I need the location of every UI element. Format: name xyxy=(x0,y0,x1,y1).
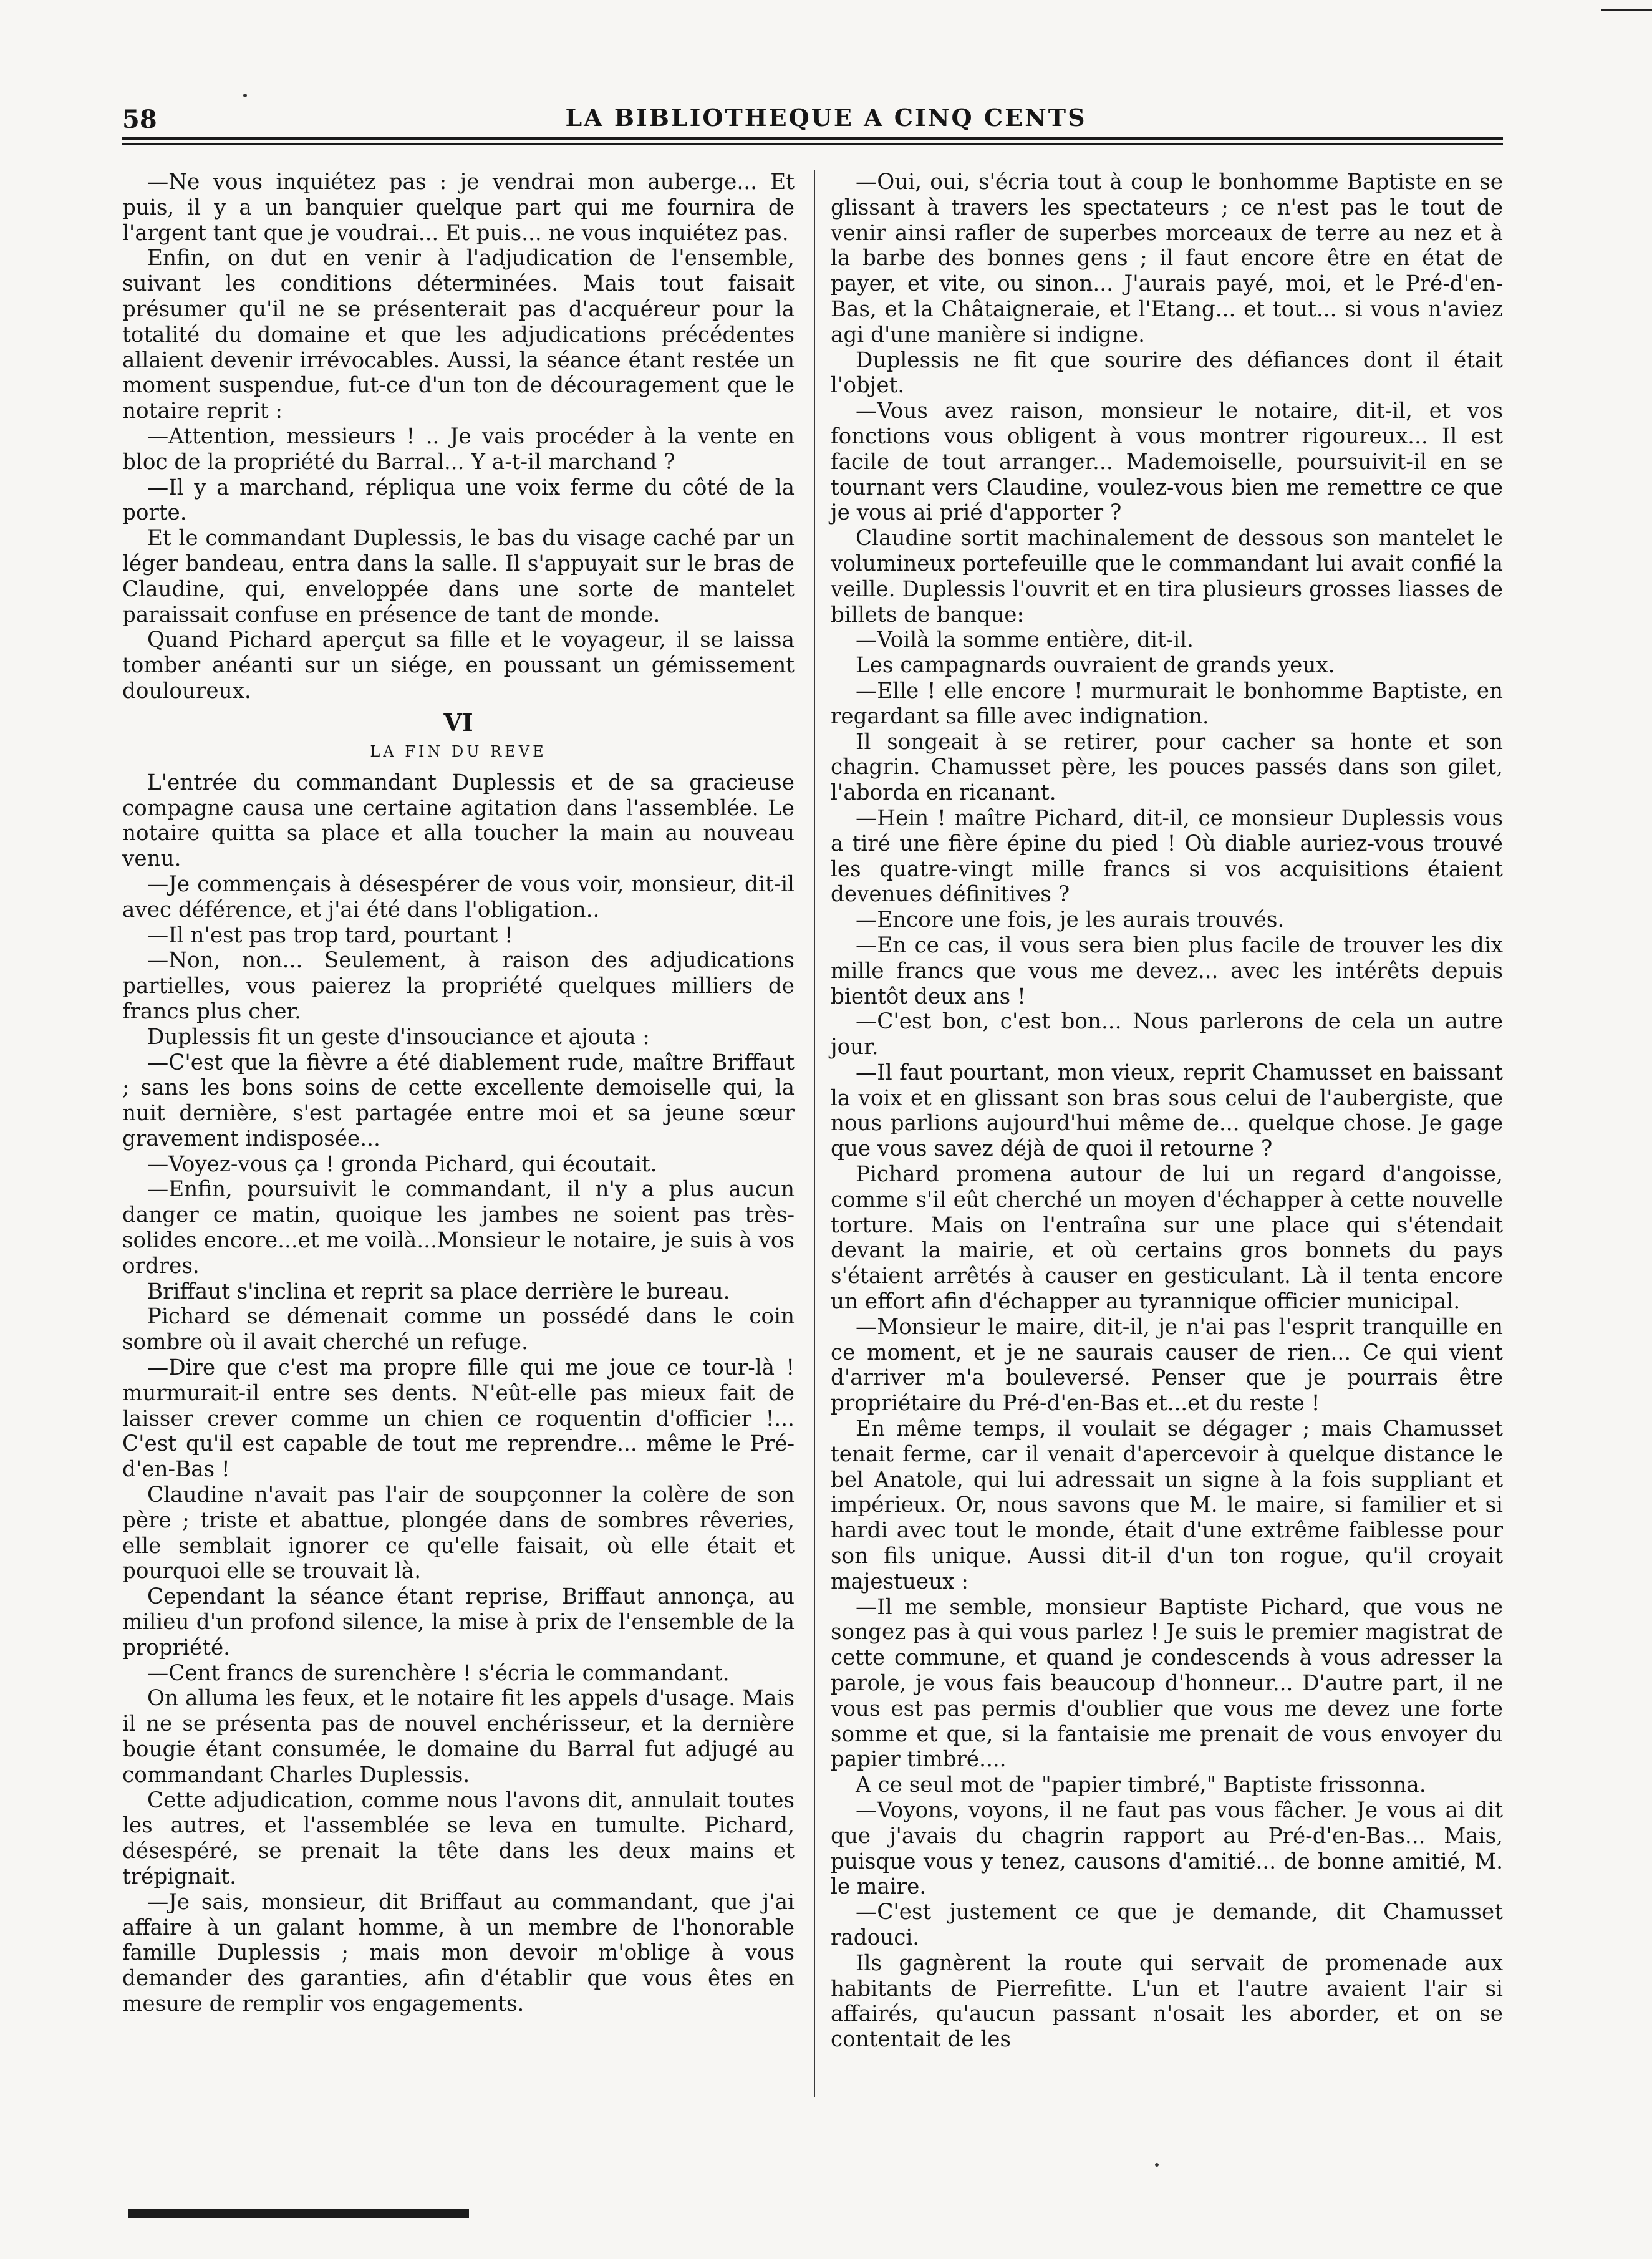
paragraph: —En ce cas, il vous sera bien plus facile de trouver les dix mille francs que vous me devez... avec les intérêts depuis bientôt deux ans ! xyxy=(831,932,1503,1009)
chapter-title: LA FIN DU REVE xyxy=(370,742,547,760)
paragraph: —Ne vous inquiétez pas : je vendrai mon auberge... Et puis, il y a un banquier quelque part qui me fournira de l'argent tant que je voudrai... Et puis... ne vous inquiétez pas. xyxy=(122,170,795,246)
paragraph: Briffaut s'inclina et reprit sa place derrière le bureau. xyxy=(147,1279,730,1304)
paragraph: En même temps, il voulait se dégager ; mais Chamusset tenait ferme, car il venait d'apercevoir à quelque distance le bel Anatole, qui lui adressait un signe à la fois suppliant et impérieux. Or, nous savons que M. le maire, si familier et si hardi avec tout le monde, était d'une extrême faiblesse pour son fils unique. Aussi dit-il d'un ton rogue, qu'il croyait majestueux : xyxy=(831,1416,1503,1594)
print-bar-mark xyxy=(128,2209,469,2218)
paragraph: —Il me semble, monsieur Baptiste Pichard, que vous ne songez pas à qui vous parlez ! Je suis le premier magistrat de cette commune, et quand je condescends à vous adresser la parole, je vous fais beaucoup d'honneur... D'autre part, il ne vous est pas permis d'oublier que vous me devez une forte somme et que, si la fantaisie me prenait de vous envoyer du papier timbré.... xyxy=(831,1594,1503,1773)
paragraph: —Elle ! elle encore ! murmurait le bonhomme Baptiste, en regardant sa fille avec indignation. xyxy=(831,678,1503,729)
ink-speck xyxy=(1155,2163,1159,2167)
page-number: 58 xyxy=(122,105,157,134)
paragraph: —C'est justement ce que je demande, dit Chamusset radouci. xyxy=(831,1900,1503,1950)
paragraph: —Voyez-vous ça ! gronda Pichard, qui écoutait. xyxy=(147,1151,657,1177)
paragraph: —Voyons, voyons, il ne faut pas vous fâcher. Je vous ai dit que j'avais du chagrin rapport au Pré-d'en-Bas... Mais, puisque vous y tenez, causons d'amitié... de bonne amitié, M. le maire. xyxy=(831,1798,1503,1900)
header-rule-thick xyxy=(122,137,1503,140)
paragraph: —C'est que la fièvre a été diablement rude, maître Briffaut ; sans les bons soins de cette excellente demoiselle qui, la nuit dernière, s'est partagée entre moi et sa jeune sœur gravement indisposée... xyxy=(122,1050,795,1151)
paragraph: A ce seul mot de "papier timbré," Baptiste frissonna. xyxy=(856,1773,1426,1798)
paragraph: —Je sais, monsieur, dit Briffaut au commandant, que j'ai affaire à un galant homme, à un membre de l'honorable famille Duplessis ; mais mon devoir m'oblige à vous demander des garanties, afin d'établir que vous êtes en mesure de remplir vos engagements. xyxy=(122,1889,795,2016)
scan-edge-mark xyxy=(1601,9,1652,11)
paragraph: —Attention, messieurs ! .. Je vais procéder à la vente en bloc de la propriété du Barral... Y a-t-il marchand ? xyxy=(122,423,795,475)
paragraph: —Je commençais à désespérer de vous voir, monsieur, dit-il avec déférence, et j'ai été dans l'obligation.. xyxy=(122,871,795,922)
paragraph: Quand Pichard aperçut sa fille et le voyageur, il se laissa tomber anéanti sur un siége, en poussant un gémissement douloureux. xyxy=(122,627,795,704)
paragraph: —Vous avez raison, monsieur le notaire, dit-il, et vos fonctions vous obligent à vous montrer rigoureux... Il est facile de tout arranger... Mademoiselle, poursuivit-il en se tournant vers Claudine, voulez-vous bien me remettre ce que je vous ai prié d'apporter ? xyxy=(831,399,1503,526)
paragraph: Pichard promena autour de lui un regard d'angoisse, comme s'il eût cherché un moyen d'échapper à cette nouvelle torture. Mais on l'entraîna sur une place qui s'étendait devant la mairie, et où certains gros bonnets du pays s'étaient arrêtés à causer en gesticulant. Là il tenta encore un effort afin d'échapper au tyrannique officier municipal. xyxy=(831,1162,1503,1315)
column-divider xyxy=(814,170,815,2097)
paragraph: —Enfin, poursuivit le commandant, il n'y a plus aucun danger ce matin, quoique les jambes ne soient pas très-solides encore...et me voilà...Monsieur le notaire, je suis à vos ordres. xyxy=(122,1177,795,1279)
paragraph: —Hein ! maître Pichard, dit-il, ce monsieur Duplessis vous a tiré une fière épine du pied ! Où diable auriez-vous trouvé les quatre-vingt mille francs si vos acquisitions étaient devenues définitives ? xyxy=(831,805,1503,907)
paragraph: Claudine n'avait pas l'air de soupçonner la colère de son père ; triste et abattue, plongée dans de sombres rêveries, elle semblait ignorer ce qu'elle faisait, où elle était et pourquoi elle se trouvait là. xyxy=(122,1483,795,1584)
paragraph: Cependant la séance étant reprise, Briffaut annonça, au milieu d'un profond silence, la mise à prix de l'ensemble de la propriété. xyxy=(122,1584,795,1660)
paragraph: —Cent francs de surenchère ! s'écria le commandant. xyxy=(147,1660,730,1686)
paragraph: —Monsieur le maire, dit-il, je n'ai pas l'esprit tranquille en ce moment, et je ne saurais causer de rien... Ce qui vient d'arriver m'a bouleversé. Penser que je pourrais être propriétaire du Pré-d'en-Bas et...et du reste ! xyxy=(831,1314,1503,1416)
paragraph: —Non, non... Seulement, à raison des adjudications partielles, vous paierez la propriété quelques milliers de francs plus cher. xyxy=(122,948,795,1024)
paragraph: Il songeait à se retirer, pour cacher sa honte et son chagrin. Chamusset père, les pouces passés dans son gilet, l'aborda en ricanant. xyxy=(831,729,1503,806)
paragraph: L'entrée du commandant Duplessis et de sa gracieuse compagne causa une certaine agitation dans l'assemblée. Le notaire quitta sa place et alla toucher la main au nouveau venu. xyxy=(122,770,795,872)
paragraph: —Dire que c'est ma propre fille qui me joue ce tour-là ! murmurait-il entre ses dents. N'eût-elle pas mieux fait de laisser crever comme un chien ce roquentin d'officier !... C'est qu'il est capable de tout me reprendre... même le Pré-d'en-Bas ! xyxy=(122,1355,795,1483)
paragraph: Claudine sortit machinalement de dessous son mantelet le volumineux portefeuille que le commandant lui avait confié la veille. Duplessis l'ouvrit et en tira plusieurs grosses liasses de billets de banque: xyxy=(831,526,1503,627)
running-title: LA BIBLIOTHEQUE A CINQ CENTS xyxy=(565,104,1087,132)
paragraph: —Oui, oui, s'écria tout à coup le bonhomme Baptiste en se glissant à travers les spectateurs ; ce n'est pas le tout de venir ainsi rafler de superbes morceaux de terre au nez et à la barbe des bonnes gens ; il faut encore être en état de payer, et vite, ou sinon... J'aurais payé, moi, et le Pré-d'en-Bas, et la Châtaigneraie, et l'Etang... et tout... si vous n'aviez agi d'une manière si indigne. xyxy=(831,170,1503,347)
paragraph: Ils gagnèrent la route qui servait de promenade aux habitants de Pierrefitte. L'un et l'autre avaient l'air si affairés, qu'aucun passant n'osait les aborder, et on se contentait de les xyxy=(831,1950,1503,2053)
paragraph: Les campagnards ouvraient de grands yeux. xyxy=(856,653,1335,679)
paragraph: —Encore une fois, je les aurais trouvés. xyxy=(856,907,1285,933)
paragraph: —Voilà la somme entière, dit-il. xyxy=(856,627,1194,653)
paragraph: Cette adjudication, comme nous l'avons dit, annulait toutes les autres, et l'assemblée se leva en tumulte. Pichard, désespéré, se prenait la tête dans les deux mains et trépignait. xyxy=(122,1787,795,1889)
paragraph: On alluma les feux, et le notaire fit les appels d'usage. Mais il ne se présenta pas de nouvel enchérisseur, et la dernière bougie étant consumée, le domaine du Barral fut adjugé au commandant Charles Duplessis. xyxy=(122,1686,795,1787)
chapter-number: VI xyxy=(443,708,473,737)
paragraph: Duplessis ne fit que sourire des défiances dont il était l'objet. xyxy=(831,347,1503,399)
paragraph: —Il faut pourtant, mon vieux, reprit Chamusset en baissant la voix et en glissant son bras sous celui de l'aubergiste, que nous parlions aujourd'hui même de... quelque chose. Je gage que vous savez déjà de quoi il retourne ? xyxy=(831,1060,1503,1162)
paragraph: Enfin, on dut en venir à l'adjudication de l'ensemble, suivant les conditions déterminées. Mais tout faisait présumer qu'il ne se présenterait pas d'acquéreur pour la totalité du domaine et que les adjudications précédentes allaient devenir irrévocables. Aussi, la séance étant restée un moment suspendue, fut-ce d'un ton de découragement que le notaire reprit : xyxy=(122,246,795,424)
header-rule-thin xyxy=(122,143,1503,145)
paragraph: Pichard se démenait comme un possédé dans le coin sombre où il avait cherché un refuge. xyxy=(122,1304,795,1355)
paragraph: Duplessis fit un geste d'insouciance et ajouta : xyxy=(147,1024,650,1050)
paragraph: —C'est bon, c'est bon... Nous parlerons de cela un autre jour. xyxy=(831,1009,1503,1060)
right-column xyxy=(831,170,1503,2053)
paragraph: Et le commandant Duplessis, le bas du visage caché par un léger bandeau, entra dans la salle. Il s'appuyait sur le bras de Claudine, qui, enveloppée dans une sorte de mantelet paraissait confuse en présence de tant de monde. xyxy=(122,526,795,627)
left-column xyxy=(122,170,795,2017)
paragraph: —Il y a marchand, répliqua une voix ferme du côté de la porte. xyxy=(122,475,795,526)
paragraph: —Il n'est pas trop tard, pourtant ! xyxy=(147,922,513,948)
ink-speck xyxy=(243,94,247,97)
